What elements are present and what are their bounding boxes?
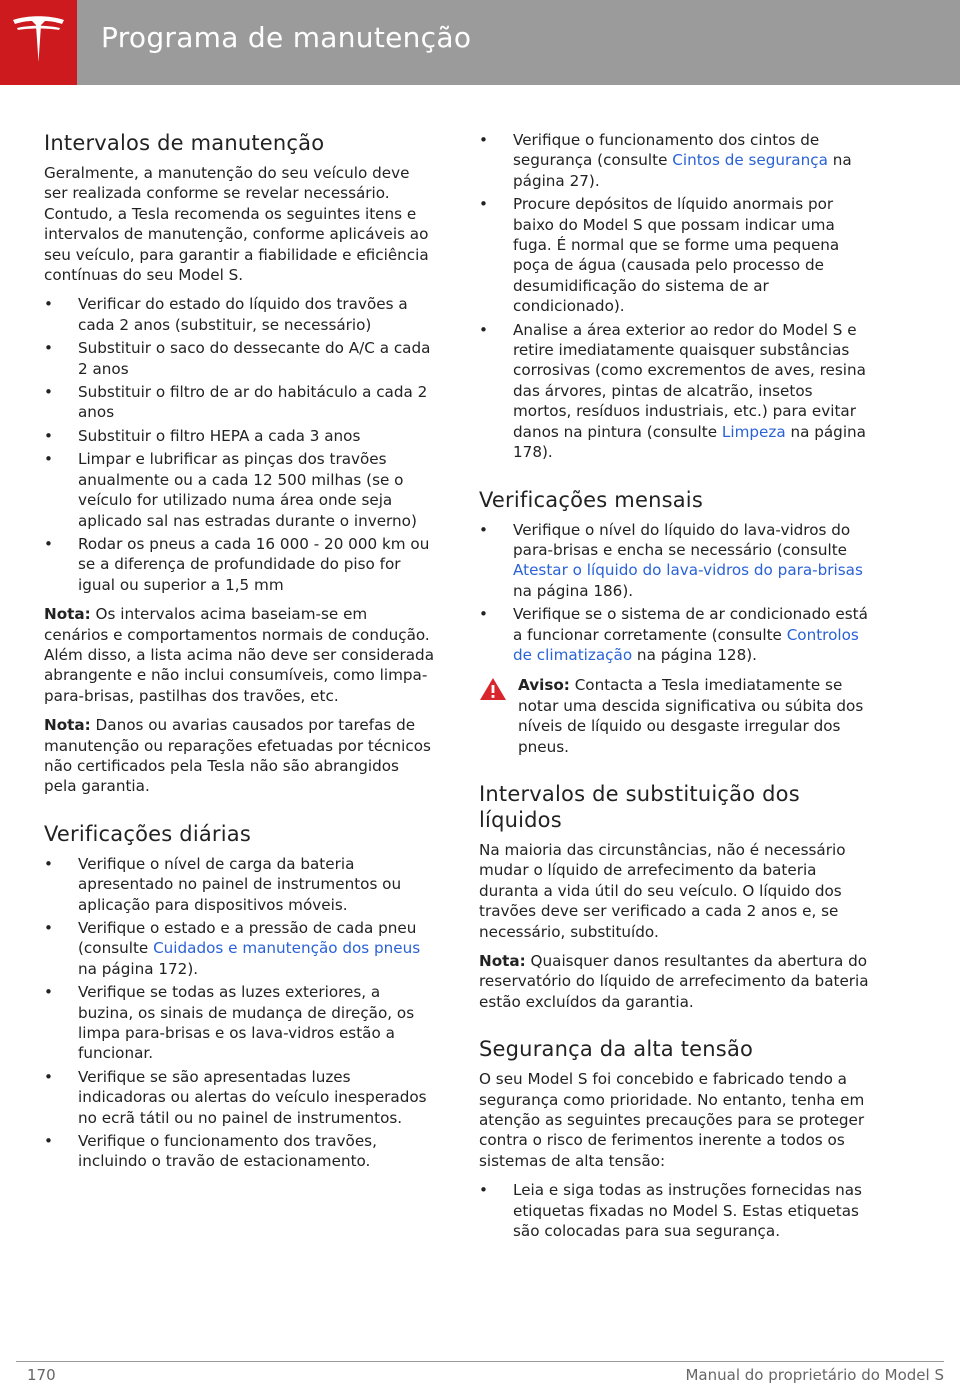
list-item: • Verifique se são apresentadas luzes indicadoras ou alertas do veículo inesperados no ecrã tátil ou no painel de instrumentos.: [44, 1067, 427, 1127]
list-item: • Leia e siga todas as instruções fornecidas nas etiquetas fixadas no Model S. Estas etiquetas são colocadas para sua segurança.: [479, 1181, 862, 1241]
list-item: • Verificar do estado do líquido dos travões a cada 2 anos (substituir, se necessário): [44, 295, 408, 334]
note-warranty: Nota: Danos ou avarias causados por tarefas de manutenção ou reparações efetuadas por técnicos não certificados pela Tesla não são abrangidos pela garantia.: [44, 716, 431, 796]
list-item: • Verifique se todas as luzes exteriores, a buzina, os sinais de mudança de direção, os limpa para-brisas e os lava-vidros estão a funcionar.: [44, 983, 415, 1063]
list-item: • Verifique o estado e a pressão de cada pneu (consulte Cuidados e manutenção dos pneus na página 172).: [44, 919, 421, 978]
daily-checks-list: [44, 854, 436, 1172]
tesla-logo-icon: [9, 14, 68, 70]
footer-manual-title: Manual do proprietário do Model S: [685, 1366, 944, 1384]
maintenance-intervals-intro: Geralmente, a manutenção do seu veículo deve ser realizada conforme se revelar necessário. Contudo, a Tesla recomenda os seguintes itens e intervalos de manutenção, conforme aplicáveis ao seu veículo, para garantir a fiabilidade e eficiência contínuas do seu Model S.: [44, 164, 429, 285]
note-intervals: Nota: Os intervalos acima baseiam-se em cenários e comportamentos normais de condução. Além disso, a lista acima não deve ser considerada abrangente e não inclui consumíveis, como limpa-para-brisas, pastilhas dos travões, etc.: [44, 605, 434, 705]
high-voltage-text: O seu Model S foi concebido e fabricado tendo a segurança como prioridade. No entanto, tenha em atenção as seguintes precauções para se proteger contra o risco de ferimentos inerente a todos os sistemas de alta tensão:: [479, 1070, 865, 1170]
warning-box: [479, 675, 874, 757]
footer-divider: [16, 1361, 944, 1362]
note-coolant: Nota: Quaisquer danos resultantes da abertura do reservatório do líquido de arrefecimento da bateria estão excluídos da garantia.: [479, 952, 869, 1011]
monthly-checks-heading: Verificações mensais: [479, 487, 703, 512]
list-item: • Verifique se o sistema de ar condicionado está a funcionar corretamente (consulte Controlos de climatização na página 128).: [479, 605, 868, 664]
list-item: • Verifique o nível do líquido do lava-vidros do para-brisas e encha se necessário (consulte Atestar o líquido do lava-vidros do para-brisas na página 186).: [479, 520, 863, 600]
list-item: • Substituir o filtro HEPA a cada 3 anos: [44, 426, 361, 445]
climate-controls-link[interactable]: Controlos de climatização: [513, 625, 859, 664]
left-column: [44, 130, 436, 1181]
daily-checks-heading: Verificações diárias: [44, 821, 252, 846]
list-item: • Verifique o funcionamento dos cintos de segurança (consulte Cintos de segurança na página 27).: [479, 131, 852, 190]
fluid-intervals-text: Na maioria das circunstâncias, não é necessário mudar o líquido de arrefecimento da bateria duranta a vida útil do seu veículo. O líquido dos travões deve ser verificado a cada 2 anos e, se necessário, substituído.: [479, 840, 846, 941]
seat-belts-link[interactable]: Cintos de segurança: [672, 151, 828, 170]
list-item: • Substituir o filtro de ar do habitáculo a cada 2 anos: [44, 383, 428, 422]
tire-care-link[interactable]: Cuidados e manutenção dos pneus: [153, 939, 421, 958]
warning-text: Aviso: Contacta a Tesla imediatamente se notar uma descida significativa ou súbita dos níveis de líquido ou desgaste irregular dos pneus.: [518, 676, 864, 756]
list-item: • Substituir o saco do dessecante do A/C a cada 2 anos: [44, 339, 431, 378]
washer-fluid-link[interactable]: Atestar o líquido do lava-vidros do para-brisas: [513, 561, 863, 580]
warning-triangle-icon: [479, 677, 507, 701]
page-title: Programa de manutenção: [101, 21, 472, 54]
header-bar: [0, 0, 960, 85]
monthly-checks-list: [479, 520, 874, 666]
list-item: • Verifique o funcionamento dos travões, incluindo o travão de estacionamento.: [44, 1132, 377, 1171]
page-number: 170: [27, 1366, 56, 1384]
high-voltage-heading: Segurança da alta tensão: [479, 1037, 754, 1062]
maintenance-intervals-list: [44, 294, 436, 595]
daily-checks-list-continued: [479, 130, 874, 463]
right-column: [479, 130, 874, 1250]
fluid-intervals-heading: Intervalos de substituição dos líquidos: [479, 781, 800, 832]
high-voltage-list: [479, 1180, 874, 1241]
list-item: • Verifique o nível de carga da bateria apresentado no painel de instrumentos ou aplicação para dispositivos móveis.: [44, 854, 402, 914]
maintenance-intervals-heading: Intervalos de manutenção: [44, 131, 325, 155]
list-item: • Limpar e lubrificar as pinças dos travões anualmente ou a cada 12 500 milhas (se o veículo for utilizado numa área onde seja aplicado sal nas estradas durante o inverno): [44, 450, 417, 530]
list-item: • Procure depósitos de líquido anormais por baixo do Model S que possam indicar uma fuga. É normal que se forme uma pequena poça de água (causada pelo processo de desumidificação do sistema de ar condicionado).: [479, 195, 840, 316]
logo-box: [0, 0, 77, 85]
cleaning-link[interactable]: Limpeza: [721, 422, 786, 441]
list-item: • Analise a área exterior ao redor do Model S e retire imediatamente quaisquer substâncias corrosivas (como excrementos de aves, resina das árvores, pintas de alcatrão, insetos mortos, resíduos industriais, etc.) para evitar danos na pintura (consulte Limpeza na página 178).: [479, 320, 866, 462]
list-item: • Rodar os pneus a cada 16 000 - 20 000 km ou se a diferença de profundidade do piso for igual ou superior a 1,5 mm: [44, 534, 430, 594]
